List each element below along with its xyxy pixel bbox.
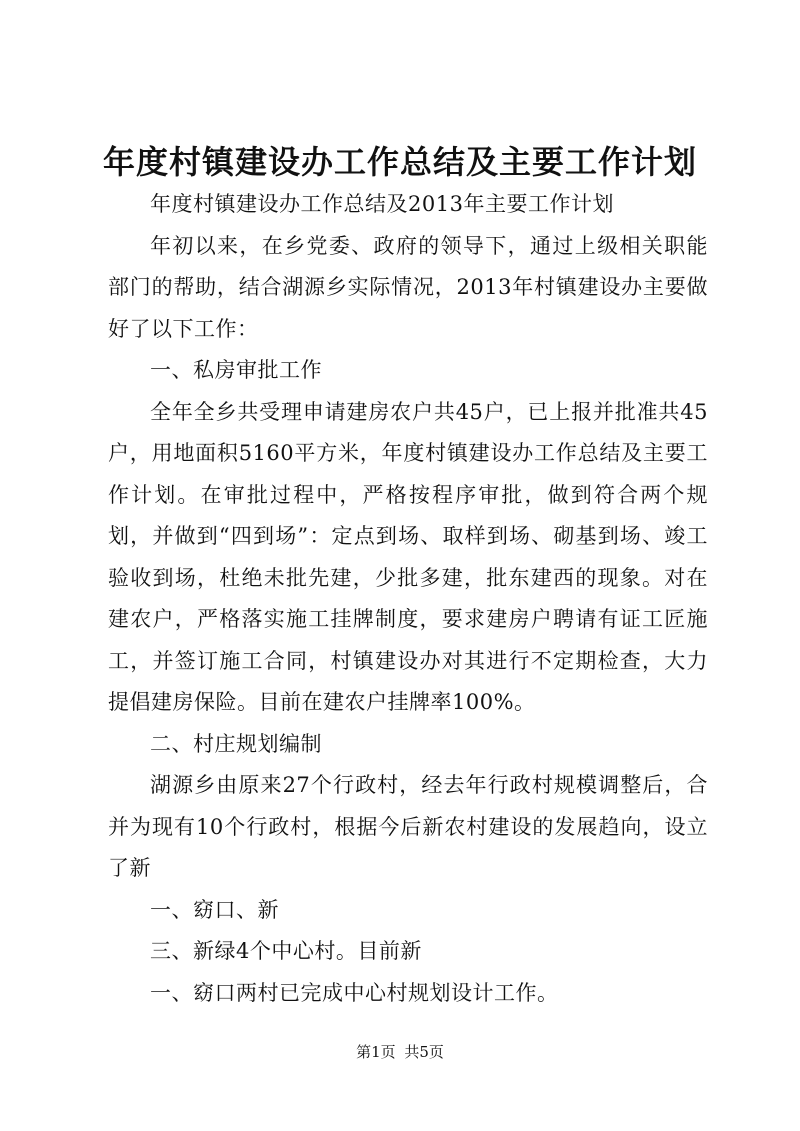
page-number-footer: 第1页 共5页 — [356, 1043, 444, 1061]
document-body — [108, 184, 708, 1014]
paragraph-list-item-1b: 一、窈口两村已完成中心村规划设计工作。 — [150, 980, 559, 1005]
section-heading-housing-approval: 一、私房审批工作 — [150, 358, 322, 382]
paragraph-subtitle: 年度村镇建设办工作总结及2013年主要工作计划 — [150, 192, 614, 216]
paragraph-intro: 年初以来，在乡党委、政府的领导下，通过上级相关职能部门的帮助，结合湖源乡实际情况，2013年村镇建设办主要做好了以下工作： — [108, 233, 708, 341]
section-heading-village-planning: 二、村庄规划编制 — [150, 731, 322, 756]
paragraph-housing-approval: 全年全乡共受理申请建房农户共45户，已上报并批准共45户，用地面积5160平方米，年度村镇建设办工作总结及主要工作计划。在审批过程中，严格按程序审批，做到符合两个规划，并做到“四到场”：定点到场、取样到场、砌基到场、竣工验收到场，杜绝未批先建，少批多建，批东建西的现象。对在建农户，严格落实施工挂牌制度，要求建房户聘请有证工匠施工，并签订施工合同，村镇建设办对其进行不定期检查，大力提倡建房保险。目前在建农户挂牌率100%。 — [108, 399, 708, 714]
document-title: 年度村镇建设办工作总结及主要工作计划 — [102, 143, 697, 181]
paragraph-list-item-3: 三、新绿4个中心村。目前新 — [150, 939, 422, 963]
paragraph-village-planning: 湖源乡由原来27个行政村，经去年行政村规模调整后，合并为现有10个行政村，根据今后新农村建设的发展趋向，设立了新 — [108, 773, 708, 880]
paragraph-list-item-1: 一、窈口、新 — [150, 897, 279, 922]
